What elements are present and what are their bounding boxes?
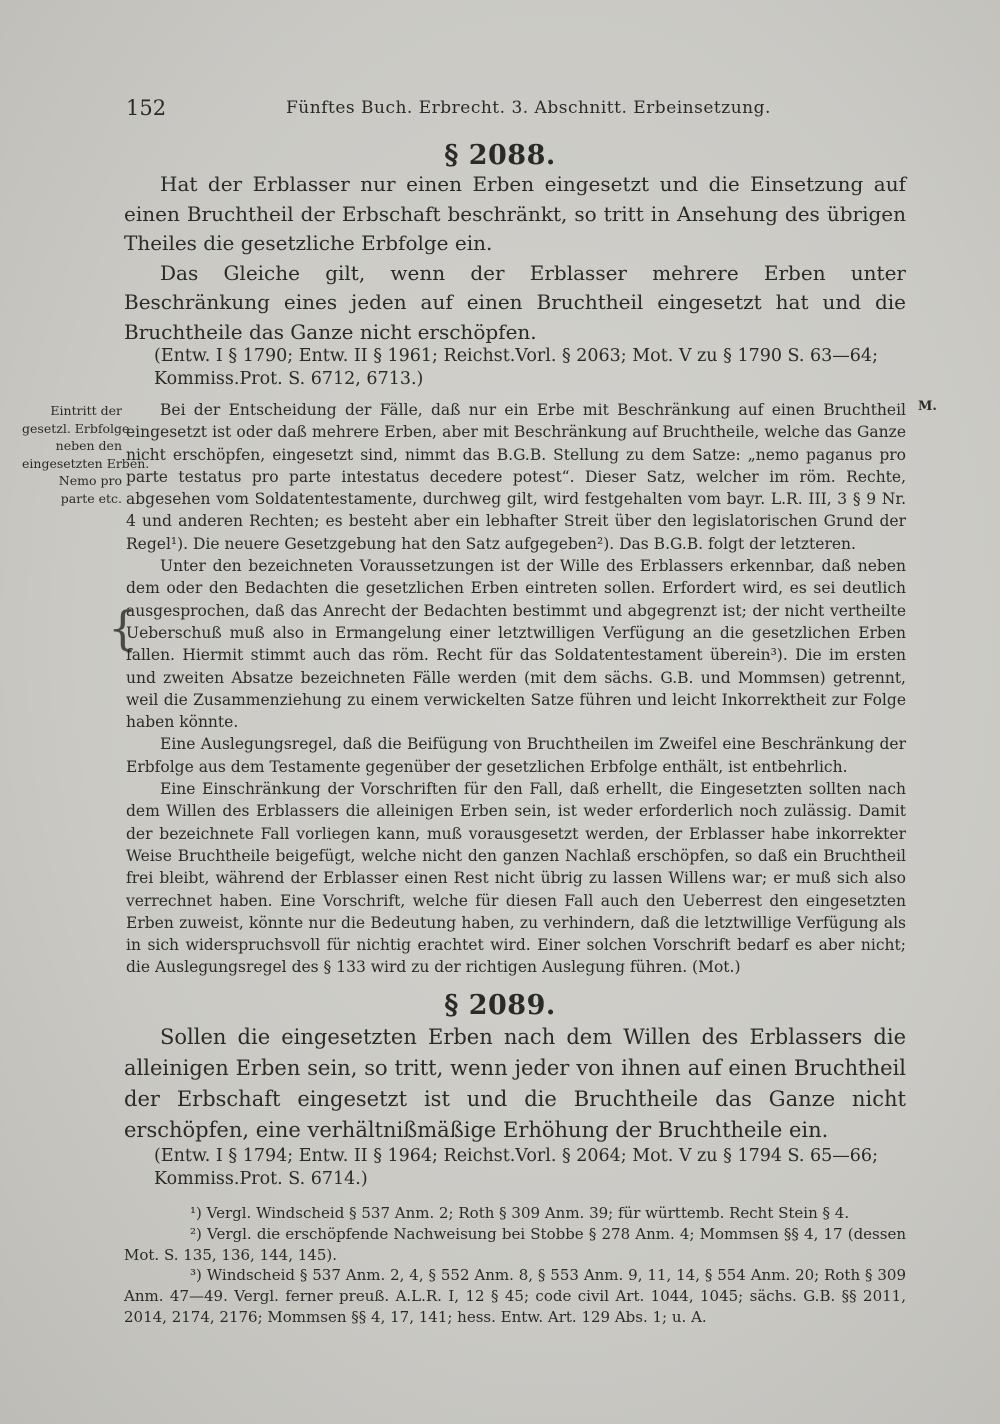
commentary-paragraph: Eine Auslegungsregel, daß die Beifügung von Bruchtheilen im Zweifel eine Beschränkung der Erbfolge aus dem Testamente gegenüber der gesetzlichen Erbfolge enthält, ist entbehrlich. <box>126 735 906 776</box>
footnotes <box>124 1203 906 1328</box>
section-2089-text <box>124 1022 906 1146</box>
section-2088-paragraph-2: Das Gleiche gilt, wenn der Erblasser mehrere Erben unter Beschränkung eines jeden auf einen Bruchtheil eingesetzt hat und die Bruchtheile das Ganze nicht erschöpfen. <box>124 260 906 344</box>
commentary-paragraph: Unter den bezeichneten Voraussetzungen ist der Wille des Erblassers erkennbar, daß neben dem oder den Bedachten die gesetzlichen Erben eintreten sollen. Erfordert wird, es sei deutlich ausgesprochen, daß das Anrecht der Bedachten bestimmt und abgegrenzt ist; der nicht vertheilte Ueberschuß muß also in Ermangelung einer letztwilligen Verfügung an die gesetzlichen Erben fallen. Hiermit stimmt auch das röm. Recht für das Soldatentestament überein³). Die im ersten und zweiten Absatze bezeichneten Fälle werden (mit dem sächs. G.B. und Mommsen) getrennt, weil die Zusammenziehung zu einem verwickelten Satze führen und leicht Inkorrektheit zur Folge haben könnte. <box>126 557 906 732</box>
commentary-paragraph: Bei der Entscheidung der Fälle, daß nur ein Erbe mit Beschränkung auf einen Bruchtheil eingesetzt ist oder daß mehrere Erben, aber mit Beschränkung auf Bruchtheile, welche das Ganze nicht erschöpfen, eingesetzt sind, nimmt das B.G.B. Stellung zu dem Satze: „nemo paganus pro parte testatus pro parte intestatus decedere potest“. Dieser Satz, welcher im röm. Rechte, abgesehen vom Soldatentestamente, durchweg gilt, wird festgehalten vom bayr. L.R. III, 3 § 9 Nr. 4 und anderen Rechten; es besteht aber ein lebhafter Streit über den legislatorischen Grund der Regel¹). Die neuere Gesetzgebung hat den Satz aufgegeben²). Das B.G.B. folgt der letzteren. <box>126 401 906 553</box>
section-2088-text <box>124 170 906 347</box>
margin-note-line: Nemo pro <box>58 473 122 488</box>
margin-note-line: neben den <box>55 438 122 453</box>
reference-line: Kommiss.Prot. S. 6712, 6713.) <box>154 369 424 389</box>
margin-note <box>22 402 150 507</box>
reference-line: Kommiss.Prot. S. 6714.) <box>154 1169 368 1189</box>
margin-note-line: Eintritt der <box>50 403 122 418</box>
section-2089-paragraph-1: Sollen die eingesetzten Erben nach dem Willen des Erblassers die alleinigen Erben sein, so tritt, wenn jeder von ihnen auf einen Bruchtheil der Erbschaft eingesetzt ist und die Bruchtheile das Ganze nicht erschöpfen, eine verhältnißmäßige Erhöhung der Bruchtheile ein. <box>124 1025 906 1142</box>
section-2088-references <box>154 345 906 391</box>
reference-line: (Entw. I § 1794; Entw. II § 1964; Reichst.Vorl. § 2064; Mot. V zu § 1794 S. 65—66; <box>154 1146 878 1166</box>
handwritten-brace: { <box>108 601 138 655</box>
footnote: ¹) Vergl. Windscheid § 537 Anm. 2; Roth § 309 Anm. 39; für württemb. Recht Stein § 4. <box>190 1204 850 1222</box>
margin-note-line: eingesetzten Erben. <box>22 455 150 471</box>
margin-mark: M. <box>918 399 937 414</box>
section-2088-paragraph-1: Hat der Erblasser nur einen Erben eingesetzt und die Einsetzung auf einen Bruchtheil der Erbschaft beschränkt, so tritt in Ansehung des übrigen Theiles die gesetzliche Erbfolge ein. <box>124 172 906 255</box>
section-2089-references <box>154 1145 906 1191</box>
margin-note-line: parte etc. <box>60 490 122 506</box>
page-number: 152 <box>126 96 167 120</box>
reference-line: (Entw. I § 1790; Entw. II § 1961; Reichst.Vorl. § 2063; Mot. V zu § 1790 S. 63—64; <box>154 346 878 366</box>
running-head-title: Fünftes Buch. Erbrecht. 3. Abschnitt. Erbeinsetzung. <box>286 98 771 118</box>
running-head <box>126 96 906 126</box>
footnote: ³) Windscheid § 537 Anm. 2, 4, § 552 Anm. 8, § 553 Anm. 9, 11, 14, § 554 Anm. 20; Roth § 309 Anm. 47—49. Vergl. ferner preuß. A.L.R. I, 12 § 45; code civil Art. 1044, 1045; sächs. G.B. §§ 2011, 2014, 2174, 2176; Mommsen §§ 4, 17, 141; hess. Entw. Art. 129 Abs. 1; u. A. <box>124 1266 906 1326</box>
section-2088-heading: § 2088. <box>444 140 556 171</box>
section-2089-heading: § 2089. <box>444 990 556 1021</box>
margin-note-line: gesetzl. Erbfolge <box>22 420 130 436</box>
commentary-paragraph: Eine Einschränkung der Vorschriften für den Fall, daß erhellt, die Eingesetzten sollten nach dem Willen des Erblassers die alleinigen Erben sein, ist weder erforderlich noch zulässig. Damit der bezeichnete Fall vorliegen kann, muß vorausgesetzt werden, der Erblasser habe inkorrekter Weise Bruchtheile beigefügt, welche nicht den ganzen Nachlaß erschöpfen, so daß ein Bruchtheil frei bleibt, während der Erblasser einen Rest nicht übrig zu lassen Willens war; er muß sich also verrechnet haben. Eine Vorschrift, welche für diesen Fall auch den Ueberrest den eingesetzten Erben zuweist, könnte nur die Bedeutung haben, zu verhindern, daß die letztwillige Verfügung als in sich widerspruchsvoll für nichtig erachtet wird. Einer solchen Vorschrift bedarf es aber nicht; die Auslegungsregel des § 133 wird zu der richtigen Auslegung führen. (Mot.) <box>126 780 906 977</box>
commentary <box>126 399 906 979</box>
footnote: ²) Vergl. die erschöpfende Nachweisung bei Stobbe § 278 Anm. 4; Mommsen §§ 4, 17 (dessen Mot. S. 135, 136, 144, 145). <box>124 1224 906 1264</box>
